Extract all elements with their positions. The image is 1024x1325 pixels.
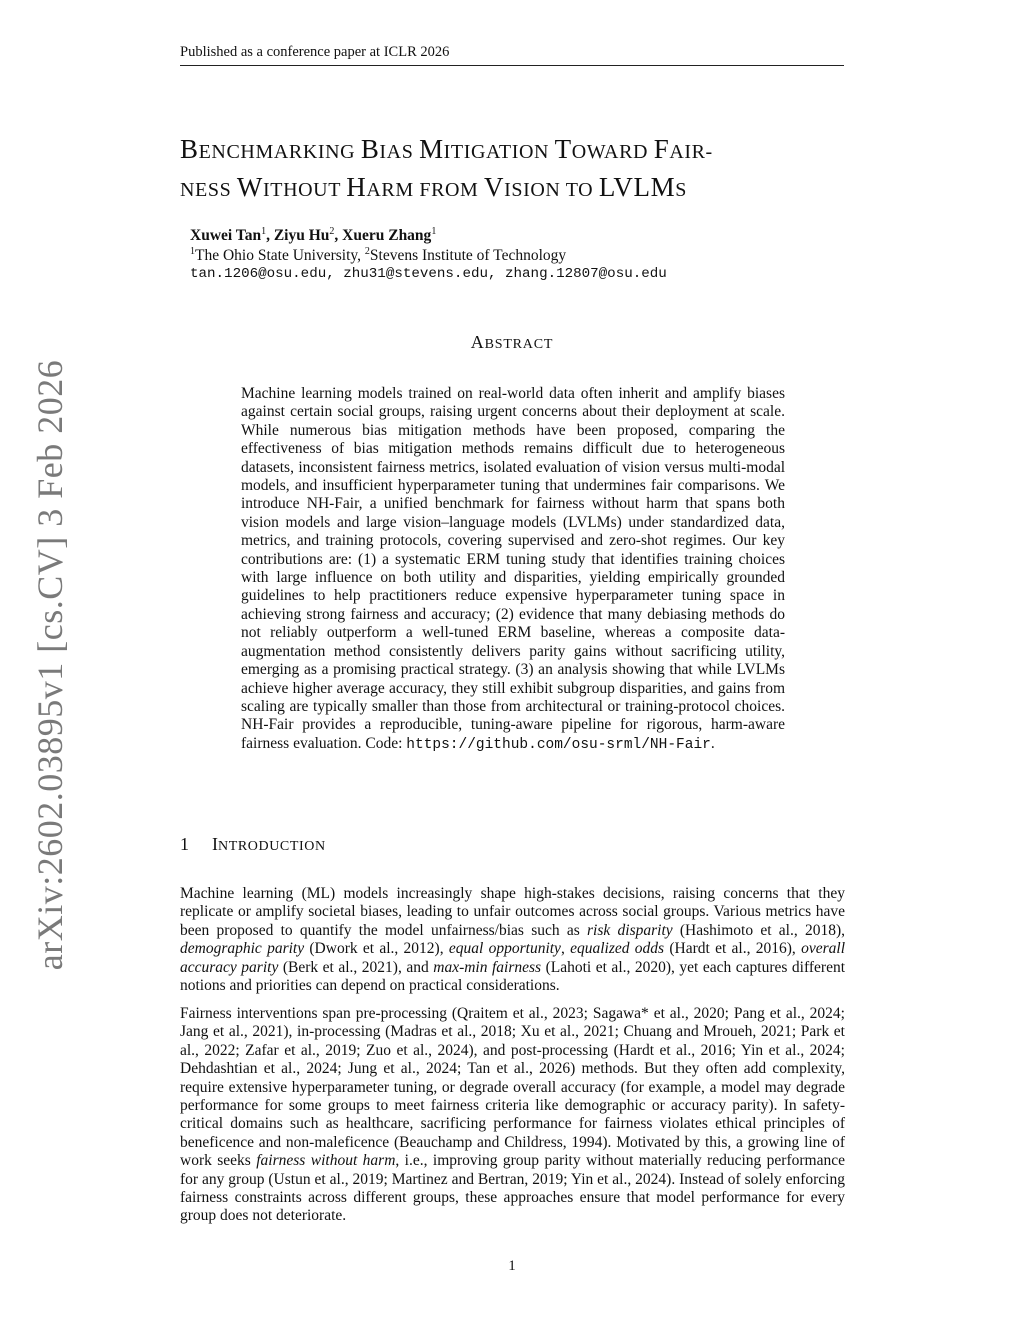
title-word: BENCHMARKING	[180, 134, 361, 164]
author-name: Xuwei Tan	[190, 227, 262, 245]
title-word: LVLMS	[598, 172, 687, 202]
author-emails: tan.1206@osu.edu, zhu31@stevens.edu, zhang.12807@osu.edu	[190, 266, 667, 282]
running-head: Published as a conference paper at ICLR 2026	[180, 44, 844, 66]
italic-term: risk disparity	[587, 921, 673, 939]
affiliations: $^1$The Ohio State University, $^2$Stevens Institute of Technology	[190, 246, 567, 265]
code-link[interactable]: https://github.com/osu-srml/NH-Fair	[406, 736, 711, 753]
intro-paragraph-1	[180, 885, 845, 995]
paragraph-text: (Lahoti et al., 2020), yet each captures different notions and priorities can depend on practical considerations.	[180, 958, 846, 995]
paragraph-text: , i.e., improving group parity without materially reducing performance for any group (Ustun et al., 2019; Martinez and Bertran, 2019; Yin et al., 2024). Instead of solely enforcing fairness constraints across different groups, these approaches ensure that model performance for every group does not deteriorate.	[180, 1152, 845, 1225]
title-word: HARM FROM	[346, 172, 485, 202]
italic-term: fairness without harm	[256, 1152, 396, 1170]
abstract-text: Machine learning models trained on real-world data often inherit and amplify biases against certain social groups, raising urgent concerns about their deployment at scale. While numerous bias mitigation methods have been proposed, comparing the effectiveness of bias mitigation methods remains difficult due to heterogeneous datasets, inconsistent fairness metrics, isolated evaluation of vision versus multi-modal models, and insufficient hyperparameter tuning that undermines fair comparisons. We introduce NH-Fair, a unified benchmark for fairness without harm that spans both vision models and large vision–language models (LVLMs) under standardized data, metrics, and training protocols, covering supervised and zero-shot regimes. Our key contributions are: (1) a systematic ERM tuning study that identifies training choices with large influence on both utility and disparities, yielding empirically grounded guidelines to help practitioners reduce expensive hyperparameter tuning space in achieving strong fairness and accuracy; (2) evidence that many debiasing methods do not reliably outperform a well-tuned ERM baseline, whereas a composite data-augmentation method consistently delivers parity gains without sacrificing utility, emerging as a promising practical strategy. (3) an analysis showing that while LVLMs achieve higher average accuracy, they still exhibit subgroup disparities, and gains from scaling are typically smaller than those from architectural or training-protocol choices. NH-Fair provides a reproducible, tuning-aware pipeline for rigorous, harm-aware fairness evaluation. Code:	[241, 385, 785, 752]
title-line-1	[180, 134, 713, 164]
page-number: 1	[508, 1258, 516, 1274]
paragraph-text: Machine learning (ML) models increasingly shape high-stakes decisions, raising concerns that they replicate or amplify societal biases, leading to unfair outcomes across social groups. Various metrics have been proposed to quantify the model unfairness/bias such as	[180, 885, 845, 939]
title-word: FAIR-	[653, 134, 713, 164]
title-line-2	[180, 172, 687, 202]
author-affiliation-mark: 1	[261, 226, 267, 237]
paragraph-text: Fairness interventions span pre-processing (Qraitem et al., 2023; Sagawa* et al., 2020; Pang et al., 2024; Jang et al., 2021), in-processing (Madras et al., 2018; Xu et al., 2021; Chuang and Mroueh, 2021; Park et al., 2022; Zafar et al., 2019; Zuo et al., 2024), and post-processing (Hardt et al., 2016; Yin et al., 2024; Dehdashtian et al., 2024; Jung et al., 2024; Tan et al., 2026) methods. But they often add complexity, require extensive hyperparameter tuning, or degrade overall accuracy (for example, a model may degrade performance for some groups to meet fairness criteria like demographic or accuracy parity). In safety-critical domains such as healthcare, sacrificing performance for fairness violates ethical principles of beneficence and non-maleficence (Beauchamp and Childress, 1994). Motivated by this, a growing line of work seeks	[180, 1005, 845, 1170]
intro-paragraph-2	[180, 1005, 845, 1226]
author-list: Xuwei Tan$^1$, Ziyu Hu$^2$, Xueru Zhang$^1$	[190, 226, 437, 245]
paragraph-text: (Hardt et al., 2016),	[664, 940, 802, 958]
title-word: WITHOUT	[236, 172, 347, 202]
italic-term: equal opportunity	[448, 940, 561, 958]
affiliation-ohio-state: The Ohio State University,	[195, 247, 365, 265]
title-word: NESS	[180, 179, 237, 201]
author-name: Xueru Zhang	[342, 227, 432, 245]
abstract-body: Machine learning models trained on real-world data often inherit and amplify biases against certain social groups, raising urgent concerns about their deployment at scale. While numerous bias mitigation methods have been proposed, comparing the effectiveness of bias mitigation methods remains difficult due to heterogeneous datasets, inconsistent fairness metrics, isolated evaluation of vision versus multi-modal models, and insufficient hyperparameter tuning that undermines fair comparisons. We introduce NH-Fair, a unified benchmark for fairness without harm that spans both vision models and large vision–language models (LVLMs) under standardized data, metrics, and training protocols, covering supervised and zero-shot regimes. Our key contributions are: (1) a systematic ERM tuning study that identifies training choices with large influence on both utility and disparities, yielding empirically grounded guidelines to help practitioners reduce expensive hyperparameter tuning space in achieving strong fairness and accuracy; (2) evidence that many debiasing methods do not reliably outperform a well-tuned ERM baseline, whereas a composite data-augmentation method consistently delivers parity gains without sacrificing utility, emerging as a promising practical strategy. (3) an analysis showing that while LVLMs achieve higher average accuracy, they still exhibit subgroup disparities, and gains from scaling are typically smaller than those from architectural or training-protocol choices. NH-Fair provides a reproducible, tuning-aware pipeline for rigorous, harm-aware fairness evaluation. Code: https://github.com/osu-srml/NH-Fair.	[241, 385, 785, 753]
paper-title	[180, 132, 860, 208]
paragraph-text: (Hashimoto et al., 2018),	[672, 921, 845, 939]
author-name: Ziyu Hu	[273, 227, 330, 245]
abstract-heading: ABSTRACT	[470, 332, 554, 352]
author-affiliation-mark: 1	[431, 226, 437, 237]
affiliation-stevens: Stevens Institute of Technology	[369, 247, 567, 265]
italic-term: overall accuracy parity	[180, 940, 845, 976]
section-heading-introduction: 1 INTRODUCTION	[180, 834, 326, 854]
paragraph-text: (Berk et al., 2021), and	[278, 958, 434, 976]
paragraph-text: ,	[560, 940, 571, 958]
title-word: BIAS	[360, 134, 420, 164]
title-word: VISION TO	[484, 172, 599, 202]
title-word: MITIGATION	[419, 134, 555, 164]
paragraph-text: (Dwork et al., 2012),	[304, 940, 449, 958]
italic-term: demographic parity	[180, 940, 305, 958]
italic-term: equalized odds	[570, 940, 665, 958]
author-affiliation-mark: 2	[329, 226, 335, 237]
section-number: 1	[180, 834, 189, 854]
arxiv-identifier-stamp: arXiv:2602.03895v1 [cs.CV] 3 Feb 2026	[30, 359, 70, 971]
title-word: TOWARD	[554, 134, 654, 164]
italic-term: max-min fairness	[433, 958, 542, 976]
